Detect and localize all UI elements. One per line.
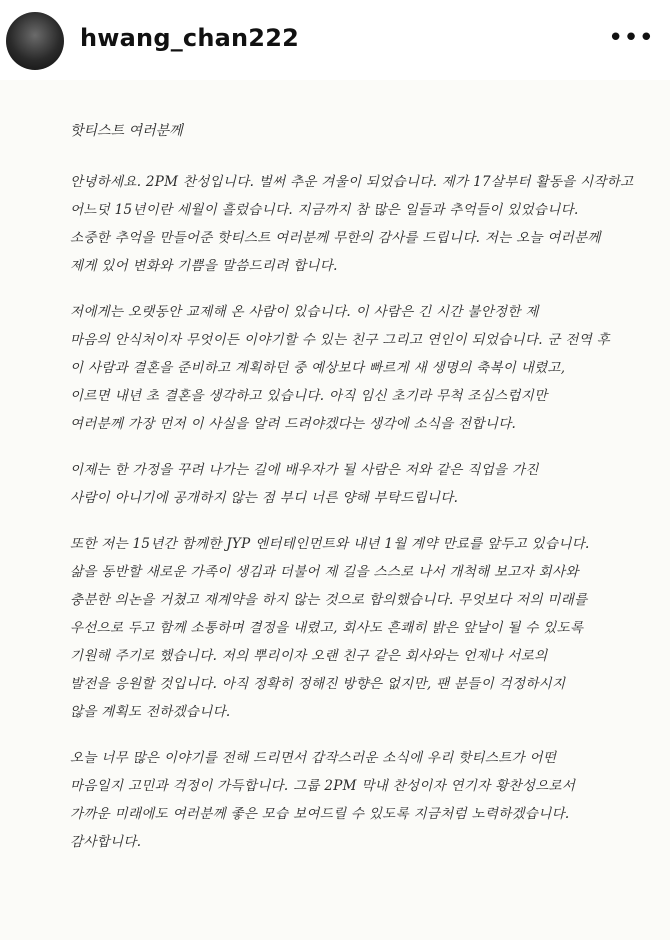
letter-line: 어느덧 15년이란 세월이 흘렀습니다. 지금까지 참 많은 일들과 추억들이 있었습니다.	[70, 202, 579, 218]
letter-line: 사람이 아니기에 공개하지 않는 점 부디 너른 양해 부탁드립니다.	[70, 490, 459, 506]
letter-line: 이제는 한 가정을 꾸려 나가는 길에 배우자가 될 사람은 저와 같은 직업을 가진	[70, 462, 539, 478]
letter-line: 제게 있어 변화와 기쁨을 말씀드리려 합니다.	[70, 258, 338, 274]
avatar[interactable]	[6, 12, 64, 70]
username[interactable]: hwang_chan222	[80, 24, 300, 52]
more-horizontal-icon[interactable]: •••	[608, 23, 655, 53]
letter-line: 우선으로 두고 함께 소통하며 결정을 내렸고, 회사도 흔쾌히 밝은 앞날이 될 수 있도록	[70, 620, 584, 636]
letter-line: 여러분께 가장 먼저 이 사실을 알려 드려야겠다는 생각에 소식을 전합니다.	[70, 416, 517, 432]
letter-line: 발전을 응원할 것입니다. 아직 정확히 정해진 방향은 없지만, 팬 분들이 걱정하시지	[70, 676, 566, 692]
letter-line: 않을 계획도 전하겠습니다.	[70, 704, 231, 720]
letter-paragraph-5	[70, 744, 630, 856]
letter-paragraph-1	[70, 168, 634, 280]
letter-line: 안녕하세요. 2PM 찬성입니다. 벌써 추운 겨울이 되었습니다. 제가 17살부터 활동을 시작하고	[70, 174, 634, 190]
letter-line: 충분한 의논을 거쳤고 재계약을 하지 않는 것으로 합의했습니다. 무엇보다 저의 미래를	[70, 592, 588, 608]
letter-line: 감사합니다.	[70, 834, 142, 850]
letter-paragraph-2	[70, 298, 630, 438]
letter-line: 오늘 너무 많은 이야기를 전해 드리면서 갑작스러운 소식에 우리 핫티스트가 어떤	[70, 750, 557, 766]
letter-line: 가까운 미래에도 여러분께 좋은 모습 보여드릴 수 있도록 지금처럼 노력하겠습니다.	[70, 806, 570, 822]
post-header	[0, 0, 670, 80]
letter-paragraph-4	[70, 530, 630, 726]
letter-line: 마음일지 고민과 걱정이 가득합니다. 그룹 2PM 막내 찬성이자 연기자 황찬성으로서	[70, 778, 576, 794]
letter-line: 이르면 내년 초 결혼을 생각하고 있습니다. 아직 임신 초기라 무척 조심스럽지만	[70, 388, 548, 404]
letter-body	[70, 120, 634, 874]
letter-line: 마음의 안식처이자 무엇이든 이야기할 수 있는 친구 그리고 연인이 되었습니다. 군 전역 후	[70, 332, 610, 348]
letter-line: 삶을 동반할 새로운 가족이 생김과 더불어 제 길을 스스로 나서 개척해 보고자 회사와	[70, 564, 579, 580]
letter-line: 이 사람과 결혼을 준비하고 계획하던 중 예상보다 빠르게 새 생명의 축복이 내렸고,	[70, 360, 566, 376]
letter-salutation: 핫티스트 여러분께	[70, 123, 183, 139]
letter-paragraph-3	[70, 456, 630, 512]
letter-line: 기원해 주기로 했습니다. 저의 뿌리이자 오랜 친구 같은 회사와는 언제나 서로의	[70, 648, 548, 664]
letter-line: 또한 저는 15년간 함께한 JYP 엔터테인먼트와 내년 1월 계약 만료를 앞두고 있습니다.	[70, 536, 590, 552]
letter-line: 저에게는 오랫동안 교제해 온 사람이 있습니다. 이 사람은 긴 시간 불안정한 제	[70, 304, 539, 320]
letter-line: 소중한 추억을 만들어준 핫티스트 여러분께 무한의 감사를 드립니다. 저는 오늘 여러분께	[70, 230, 601, 246]
